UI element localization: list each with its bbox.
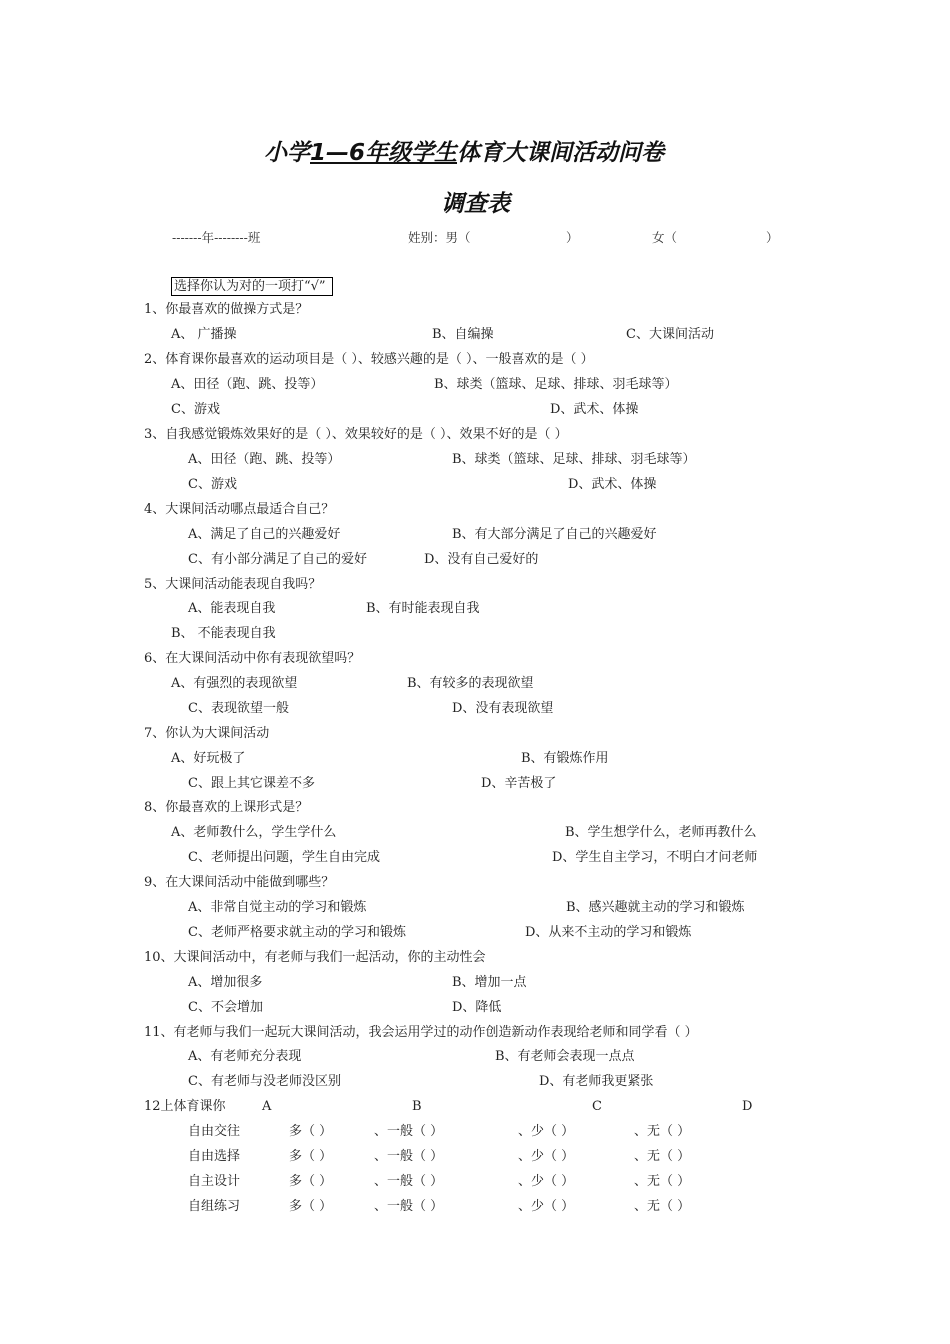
option: D、武术、体操: [568, 477, 657, 492]
q12-col-header: D: [742, 1099, 753, 1114]
question-12: 12上体育课你: [144, 1099, 226, 1114]
instruction-box: 选择你认为对的一项打“√”: [171, 277, 333, 296]
q12-col-header: C: [592, 1099, 602, 1114]
option: B、 不能表现自我: [171, 626, 276, 641]
q12-col-header: B: [412, 1099, 422, 1114]
option: C、游戏: [188, 477, 237, 492]
option: A、田径（跑、跳、投等）: [171, 377, 324, 392]
option: B、增加一点: [452, 975, 527, 990]
q12-cell: 、少（ ）: [518, 1149, 575, 1164]
option: C、游戏: [171, 402, 220, 417]
q12-cell: 多（ ）: [289, 1199, 333, 1214]
option: B、有较多的表现欲望: [407, 676, 534, 691]
option: C、跟上其它课差不多: [188, 776, 315, 791]
option: B、感兴趣就主动的学习和锻炼: [566, 900, 745, 915]
option: C、表现欲望一般: [188, 701, 289, 716]
q12-row-label: 自主设计: [188, 1174, 241, 1189]
q12-row-label: 自由选择: [188, 1149, 241, 1164]
female-close: ）: [766, 230, 779, 245]
option: D、有老师我更紧张: [539, 1074, 654, 1089]
female-label: 女（: [652, 230, 678, 245]
q12-cell: 、少（ ）: [518, 1199, 575, 1214]
option: B、学生想学什么，老师再教什么: [565, 825, 757, 840]
q12-cell: 、无（ ）: [634, 1149, 691, 1164]
option: B、球类（篮球、足球、排球、羽毛球等）: [434, 377, 678, 392]
q12-cell: 多（ ）: [289, 1149, 333, 1164]
option: A、好玩极了: [171, 751, 246, 766]
q12-cell: 、少（ ）: [518, 1124, 575, 1139]
option: A、老师教什么，学生学什么: [171, 825, 337, 840]
title-prefix: 小学: [264, 140, 310, 166]
question-1: 1、你最喜欢的做操方式是？: [144, 302, 309, 317]
option: D、辛苦极了: [481, 776, 557, 791]
question-11: 11、有老师与我们一起玩大课间活动，我会运用学过的动作创造新动作表现给老师和同学看（ ）: [144, 1025, 698, 1040]
option: A、田径（跑、跳、投等）: [188, 452, 341, 467]
option: C、有老师与没老师没区别: [188, 1074, 341, 1089]
option: A、增加很多: [188, 975, 263, 990]
option: B、有锻炼作用: [521, 751, 609, 766]
option: D、降低: [452, 1000, 502, 1015]
option: D、武术、体操: [550, 402, 639, 417]
q12-cell: 、无（ ）: [634, 1174, 691, 1189]
q12-col-header: A: [262, 1099, 272, 1114]
option: D、学生自主学习，不明白才问老师: [552, 850, 758, 865]
option: D、没有自己爱好的: [424, 552, 539, 567]
q12-row-label: 自组练习: [188, 1199, 241, 1214]
question-8: 8、你最喜欢的上课形式是？: [144, 800, 309, 815]
option: A、 广播操: [171, 327, 237, 342]
page-subtitle: 调查表: [441, 191, 510, 217]
option: B、有时能表现自我: [366, 601, 480, 616]
q12-cell: 、无（ ）: [634, 1124, 691, 1139]
option: A、有老师充分表现: [188, 1049, 302, 1064]
q12-cell: 、少（ ）: [518, 1174, 575, 1189]
option: C、大课间活动: [626, 327, 714, 342]
option: C、有小部分满足了自己的爱好: [188, 552, 367, 567]
question-5: 5、大课间活动能表现自我吗？: [144, 577, 322, 592]
question-4: 4、大课间活动哪点最适合自己？: [144, 502, 335, 517]
option: C、老师提出问题，学生自由完成: [188, 850, 380, 865]
option: B、有大部分满足了自己的兴趣爱好: [452, 527, 657, 542]
option: A、能表现自我: [188, 601, 276, 616]
option: A、有强烈的表现欲望: [171, 676, 298, 691]
question-7: 7、你认为大课间活动: [144, 726, 270, 741]
q12-cell: 、无（ ）: [634, 1199, 691, 1214]
option: D、没有表现欲望: [452, 701, 554, 716]
title-grade: 1—6年级学生: [310, 140, 458, 166]
question-2: 2、体育课你最喜欢的运动项目是（ ）、较感兴趣的是（ ）、一般喜欢的是（ ）: [144, 352, 594, 367]
option: B、自编操: [432, 327, 494, 342]
option: A、非常自觉主动的学习和锻炼: [188, 900, 367, 915]
option: A、满足了自己的兴趣爱好: [188, 527, 341, 542]
option: B、球类（篮球、足球、排球、羽毛球等）: [452, 452, 696, 467]
q12-cell: 、一般（ ）: [374, 1124, 444, 1139]
q12-cell: 、一般（ ）: [374, 1174, 444, 1189]
q12-cell: 多（ ）: [289, 1124, 333, 1139]
option: C、不会增加: [188, 1000, 263, 1015]
question-10: 10、大课间活动中，有老师与我们一起活动，你的主动性会: [144, 950, 486, 965]
question-3: 3、自我感觉锻炼效果好的是（ ）、效果较好的是（ ）、效果不好的是（ ）: [144, 427, 568, 442]
question-9: 9、在大课间活动中能做到哪些？: [144, 875, 335, 890]
q12-cell: 、一般（ ）: [374, 1199, 444, 1214]
q12-cell: 、一般（ ）: [374, 1149, 444, 1164]
male-close: ）: [566, 230, 579, 245]
page-title: [264, 134, 664, 167]
title-suffix: 体育大课间活动问卷: [457, 140, 665, 166]
question-6: 6、在大课间活动中你有表现欲望吗？: [144, 651, 361, 666]
option: C、老师严格要求就主动的学习和锻炼: [188, 925, 406, 940]
option: D、从来不主动的学习和锻炼: [525, 925, 692, 940]
q12-cell: 多（ ）: [289, 1174, 333, 1189]
q12-row-label: 自由交往: [188, 1124, 241, 1139]
class-field: -------年--------班: [172, 230, 261, 245]
option: B、有老师会表现一点点: [495, 1049, 635, 1064]
gender-label: 姓别：男（: [408, 230, 471, 245]
